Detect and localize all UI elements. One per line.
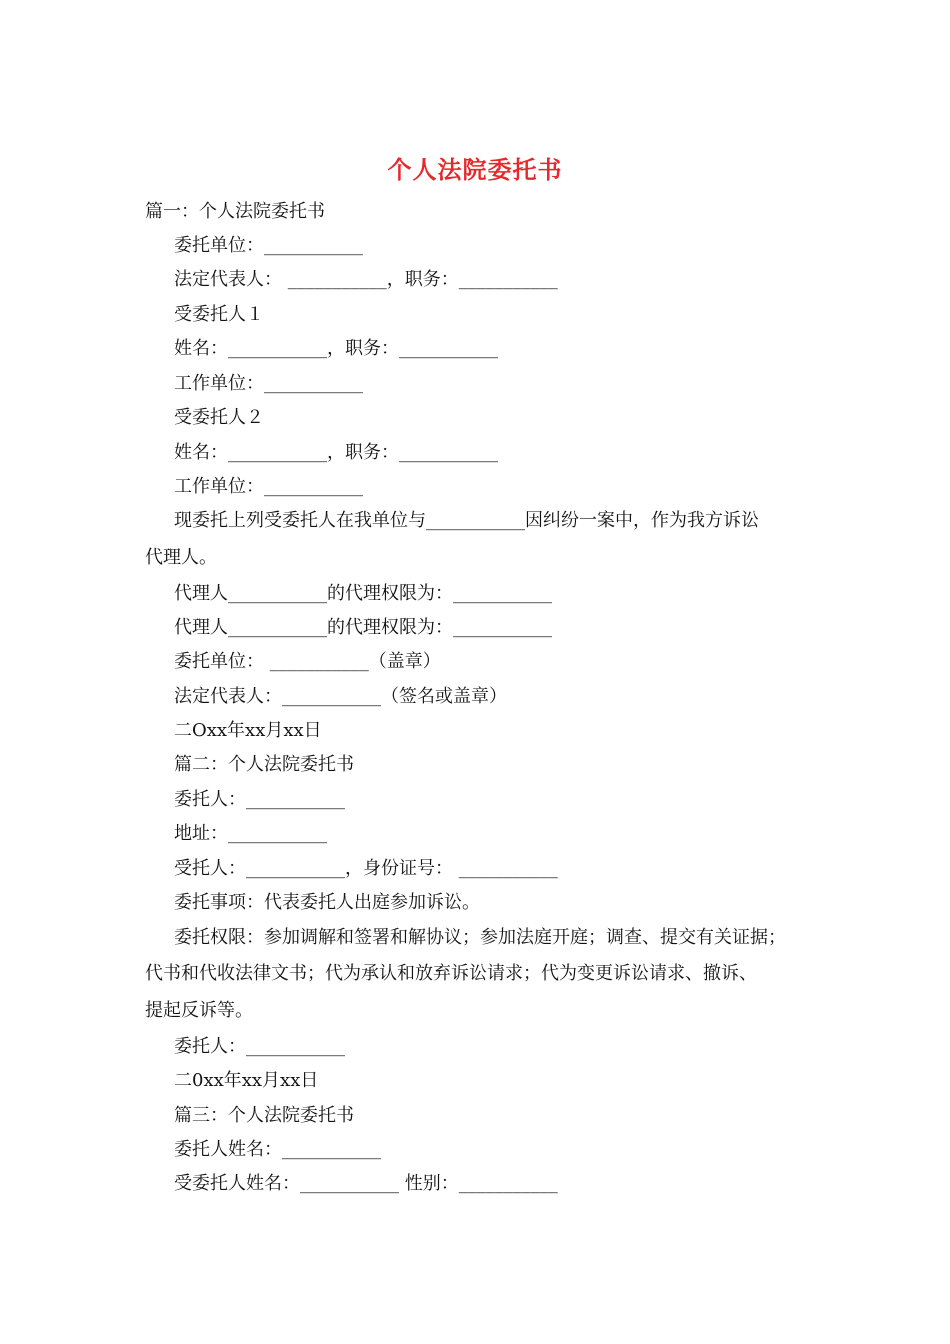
text-line: 受委托人１ bbox=[174, 304, 264, 325]
date-line: 二0xx年xx月xx日 bbox=[174, 1070, 319, 1091]
text-line: 委托权限：参加调解和签署和解协议；参加法庭开庭；调查、提交有关证据； bbox=[174, 927, 786, 948]
text-line: 工作单位：___________ bbox=[174, 476, 363, 497]
document-title: 个人法院委托书 bbox=[387, 155, 563, 184]
text-line: 姓名：___________，职务：___________ bbox=[174, 338, 498, 359]
text-line: 委托单位：___________ bbox=[174, 235, 363, 256]
text-line: 代理人___________的代理权限为：___________ bbox=[174, 617, 552, 638]
section-heading-1: 篇一：个人法院委托书 bbox=[145, 201, 325, 222]
text-line: 姓名：___________，职务：___________ bbox=[174, 442, 498, 463]
text-line: 委托单位： ___________（盖章） bbox=[174, 651, 441, 672]
text-line: 现委托上列受委托人在我单位与___________因纠纷一案中，作为我方诉讼 bbox=[174, 510, 759, 531]
text-line: 委托人姓名：___________ bbox=[174, 1139, 381, 1160]
section-heading-2: 篇二：个人法院委托书 bbox=[174, 754, 354, 775]
text-line: 提起反诉等。 bbox=[145, 1000, 253, 1021]
text-line: 受托人：___________，身份证号： ___________ bbox=[174, 858, 558, 879]
text-line: 委托事项：代表委托人出庭参加诉讼。 bbox=[174, 892, 480, 913]
text-line: 代理人。 bbox=[145, 547, 217, 568]
text-line: 受委托人姓名：___________ 性别：___________ bbox=[174, 1173, 558, 1194]
text-line: 工作单位：___________ bbox=[174, 373, 363, 394]
text-line: 地址：___________ bbox=[174, 823, 327, 844]
date-line: 二Oxx年xx月xx日 bbox=[174, 720, 322, 741]
text-line: 委托人：___________ bbox=[174, 1036, 345, 1057]
text-line: 委托人：___________ bbox=[174, 789, 345, 810]
text-line: 法定代表人：___________（签名或盖章） bbox=[174, 686, 507, 707]
text-line: 代理人___________的代理权限为：___________ bbox=[174, 583, 552, 604]
text-line: 受委托人２ bbox=[174, 407, 264, 428]
text-line: 法定代表人： ___________，职务：___________ bbox=[174, 269, 558, 290]
section-heading-3: 篇三：个人法院委托书 bbox=[174, 1105, 354, 1126]
text-line: 代书和代收法律文书；代为承认和放弃诉讼请求；代为变更诉讼请求、撤诉、 bbox=[145, 963, 757, 984]
